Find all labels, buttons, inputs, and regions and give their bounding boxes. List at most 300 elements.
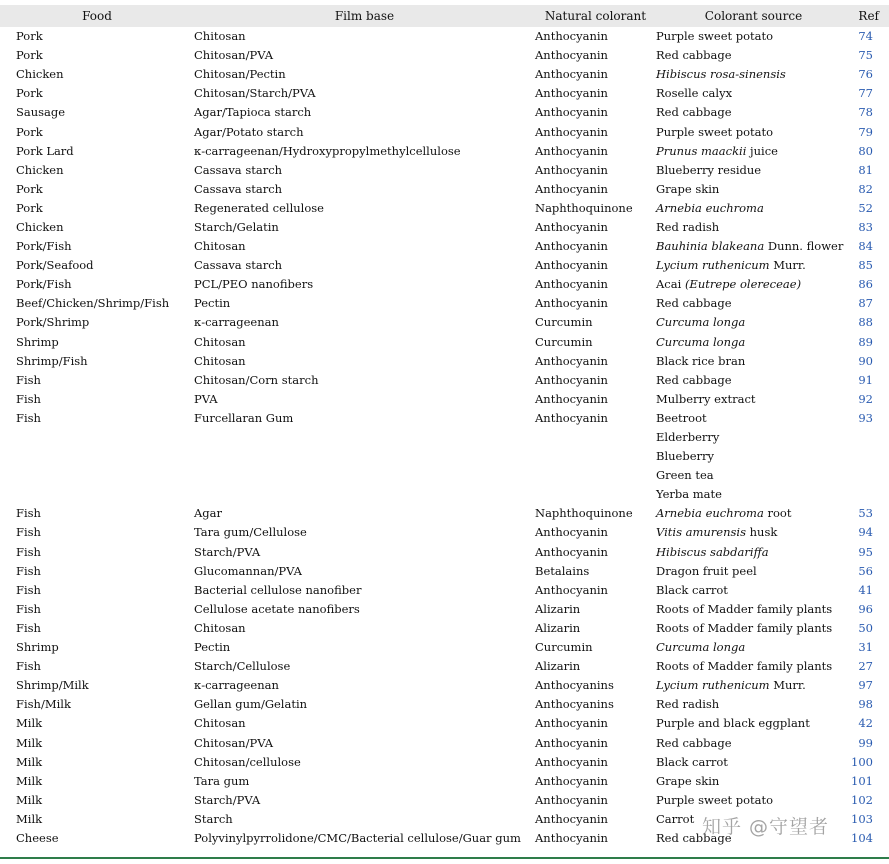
film-base-cell: Chitosan (194, 620, 246, 635)
colorant-source-cell (656, 581, 851, 600)
colorant-cell: Anthocyanin (535, 67, 608, 82)
table-row (0, 352, 889, 371)
film-base-cell: Bacterial cellulose nanofiber (194, 582, 362, 597)
header-food: Food (0, 5, 194, 27)
table-row (0, 371, 889, 390)
ref-link[interactable]: 83 (858, 219, 873, 234)
colorant-cell: Anthocyanin (535, 162, 608, 177)
film-base-cell: Cassava starch (194, 181, 283, 196)
colorant-source-cell (656, 352, 851, 371)
colorant-source-cell (656, 142, 851, 161)
film-base-cell (194, 447, 535, 466)
colorant-source-cell (656, 84, 851, 103)
table-row (0, 65, 889, 84)
colorant-source-cell (656, 600, 851, 619)
food-cell: Fish (16, 620, 41, 635)
ref-link (851, 466, 889, 485)
food-cell: Fish (16, 372, 41, 387)
table-row (0, 256, 889, 275)
film-base-cell: Polyvinylpyrrolidone/CMC/Bacterial cellulose/Guar gum (194, 830, 521, 845)
colorant-source-cell (656, 161, 851, 180)
colorant-cell: Anthocyanin (535, 754, 608, 769)
ref-link[interactable]: 86 (858, 277, 873, 292)
food-cell (0, 447, 194, 466)
table-row (0, 428, 889, 447)
colorant-source-cell (656, 27, 851, 46)
colorant-cell: Betalains (535, 563, 590, 578)
colorant-cell: Anthocyanin (535, 219, 608, 234)
colorant-cell: Curcumin (535, 640, 593, 655)
data-table (0, 5, 889, 848)
food-cell: Pork Lard (16, 143, 74, 158)
colorant-cell: Anthocyanins (535, 678, 614, 693)
source-text: (Eutrepe olereceae) (684, 277, 802, 292)
colorant-source-cell (656, 180, 851, 199)
ref-link[interactable]: 75 (858, 48, 873, 63)
film-base-cell: Chitosan (194, 716, 246, 731)
colorant-source-cell (656, 46, 851, 65)
source-text: Red cabbage (656, 296, 732, 311)
ref-link[interactable]: 95 (858, 544, 873, 559)
food-cell (0, 466, 194, 485)
film-base-cell: Agar (194, 506, 223, 521)
food-cell: Cheese (16, 830, 59, 845)
table-row (0, 180, 889, 199)
table-row (0, 142, 889, 161)
table-row (0, 466, 889, 485)
food-cell: Chicken (16, 67, 64, 82)
ref-link[interactable]: 90 (858, 353, 873, 368)
film-base-cell: Starch/PVA (194, 544, 261, 559)
source-text: Grape skin (656, 181, 720, 196)
header-colorant-source: Colorant source (656, 5, 851, 27)
food-cell: Shrimp/Fish (16, 353, 88, 368)
source-text: Curcuma longa (656, 334, 746, 349)
film-base-cell: κ-carrageenan (194, 678, 279, 693)
table-row (0, 638, 889, 657)
ref-link[interactable]: 84 (858, 239, 873, 254)
source-text: Black carrot (656, 754, 728, 769)
watermark: 知乎 @守望者 (702, 816, 830, 838)
ref-link[interactable]: 74 (858, 29, 873, 44)
colorant-source-cell (656, 619, 851, 638)
source-text: Black carrot (656, 582, 728, 597)
table-row (0, 409, 889, 428)
film-base-cell (194, 485, 535, 504)
source-text: Mulberry extract (656, 391, 756, 406)
source-text: Red radish (656, 697, 720, 712)
film-base-cell: κ-carrageenan/Hydroxypropylmethylcellulose (194, 143, 461, 158)
food-cell: Fish/Milk (16, 697, 71, 712)
film-base-cell: Glucomannan/PVA (194, 563, 302, 578)
table-row (0, 753, 889, 772)
film-base-cell: Agar/Tapioca starch (194, 105, 312, 120)
film-base-cell: Gellan gum/Gelatin (194, 697, 308, 712)
food-cell (0, 428, 194, 447)
food-cell: Fish (16, 601, 41, 616)
food-cell: Pork/Seafood (16, 258, 94, 273)
colorant-cell: Anthocyanin (535, 29, 608, 44)
colorant-source-cell (656, 256, 851, 275)
colorant-cell: Anthocyanin (535, 525, 608, 540)
table-row (0, 122, 889, 141)
food-cell: Beef/Chicken/Shrimp/Fish (16, 296, 170, 311)
colorant-cell: Anthocyanin (535, 86, 608, 101)
ref-link[interactable]: 78 (858, 105, 873, 120)
source-text: root (763, 506, 792, 521)
film-base-cell: Chitosan (194, 29, 246, 44)
food-cell: Fish (16, 525, 41, 540)
colorant-source-cell (656, 65, 851, 84)
food-cell: Pork (16, 29, 43, 44)
source-text: Hibiscus sabdariffa (656, 544, 769, 559)
colorant-source-cell (656, 638, 851, 657)
film-base-cell: Pectin (194, 640, 231, 655)
food-cell: Fish (16, 544, 41, 559)
colorant-source-cell (656, 218, 851, 237)
colorant-source-cell (656, 294, 851, 313)
source-text: Blueberry (656, 449, 714, 464)
ref-link[interactable]: 104 (851, 830, 873, 845)
table-row (0, 161, 889, 180)
ref-link[interactable]: 96 (858, 601, 873, 616)
ref-link[interactable]: 99 (858, 735, 873, 750)
ref-link[interactable]: 81 (858, 162, 873, 177)
film-base-cell: Cassava starch (194, 258, 283, 273)
colorant-source-cell (656, 122, 851, 141)
table-row (0, 733, 889, 752)
ref-link[interactable]: 79 (858, 124, 873, 139)
ref-link[interactable]: 42 (858, 716, 873, 731)
ref-link (851, 428, 889, 447)
colorant-source-cell (656, 733, 851, 752)
ref-link[interactable]: 82 (858, 181, 873, 196)
colorant-cell: Anthocyanin (535, 735, 608, 750)
food-cell: Shrimp (16, 334, 59, 349)
ref-link[interactable]: 80 (858, 143, 873, 158)
film-base-cell (194, 428, 535, 447)
ref-link[interactable]: 52 (858, 200, 873, 215)
film-base-cell: Tara gum (194, 773, 250, 788)
colorant-cell: Anthocyanins (535, 697, 614, 712)
source-text: Murr. (769, 258, 806, 273)
colorant-cell (535, 485, 656, 504)
table-row (0, 562, 889, 581)
colorant-cell: Anthocyanin (535, 811, 608, 826)
ref-link[interactable]: 31 (858, 640, 873, 655)
source-text: Black rice bran (656, 353, 746, 368)
film-base-cell: Chitosan (194, 334, 246, 349)
ref-link[interactable]: 98 (858, 697, 873, 712)
ref-link[interactable]: 89 (858, 334, 873, 349)
colorant-cell: Naphthoquinone (535, 506, 633, 521)
film-base-cell: Agar/Potato starch (194, 124, 304, 139)
table-row (0, 714, 889, 733)
food-cell: Milk (16, 735, 43, 750)
source-text: Red cabbage (656, 830, 732, 845)
source-text: Dragon fruit peel (656, 563, 757, 578)
table-row (0, 103, 889, 122)
film-base-cell: Chitosan/PVA (194, 48, 274, 63)
food-cell: Pork (16, 86, 43, 101)
ref-link[interactable]: 103 (851, 811, 873, 826)
film-base-cell: Pectin (194, 296, 231, 311)
table-row (0, 294, 889, 313)
table-row (0, 485, 889, 504)
colorant-source-cell (656, 714, 851, 733)
ref-link[interactable]: 50 (858, 620, 873, 635)
food-cell: Fish (16, 391, 41, 406)
food-cell: Fish (16, 506, 41, 521)
film-base-cell (194, 466, 535, 485)
ref-link (851, 485, 889, 504)
film-base-cell: PVA (194, 391, 218, 406)
colorant-cell: Anthocyanin (535, 773, 608, 788)
film-base-cell: Chitosan/cellulose (194, 754, 301, 769)
colorant-cell: Anthocyanin (535, 181, 608, 196)
ref-link[interactable]: 56 (858, 563, 873, 578)
colorant-source-cell (656, 523, 851, 542)
food-cell: Pork (16, 200, 43, 215)
food-cell: Chicken (16, 162, 64, 177)
film-base-cell: Chitosan/Starch/PVA (194, 86, 316, 101)
source-text: Lycium ruthenicum (656, 258, 770, 273)
colorant-cell: Naphthoquinone (535, 200, 633, 215)
food-cell: Fish (16, 582, 41, 597)
source-text: Arnebia euchroma (656, 506, 764, 521)
colorant-cell: Anthocyanin (535, 372, 608, 387)
food-cell: Pork/Fish (16, 239, 72, 254)
ref-link[interactable]: 102 (851, 792, 873, 807)
food-cell: Fish (16, 410, 41, 425)
source-text: Curcuma longa (656, 640, 746, 655)
colorant-source-cell (656, 791, 851, 810)
food-cell: Pork (16, 124, 43, 139)
colorant-source-cell (656, 409, 851, 428)
food-cell: Pork/Shrimp (16, 315, 90, 330)
header-ref: Ref (851, 5, 889, 27)
source-text: Purple sweet potato (656, 29, 774, 44)
ref-link[interactable]: 41 (858, 582, 873, 597)
source-text: Purple sweet potato (656, 792, 774, 807)
table-row (0, 46, 889, 65)
colorant-source-cell (656, 504, 851, 523)
colorant-source-cell (656, 237, 851, 256)
table-row (0, 581, 889, 600)
source-text: Carrot (656, 811, 695, 826)
colorant-cell: Anthocyanin (535, 239, 608, 254)
colorant-source-cell (656, 676, 851, 695)
source-text: Prunus maackii (656, 143, 747, 158)
food-cell: Shrimp/Milk (16, 678, 89, 693)
source-text: Beetroot (656, 410, 707, 425)
source-text: Roots of Madder family plants (656, 620, 833, 635)
source-text: Dunn. flower (764, 239, 844, 254)
source-text: Red cabbage (656, 372, 732, 387)
table-row (0, 657, 889, 676)
film-base-cell: Cellulose acetate nanofibers (194, 601, 360, 616)
source-text: Acai (656, 277, 685, 292)
ref-link[interactable]: 27 (858, 659, 873, 674)
ref-link[interactable]: 97 (858, 678, 873, 693)
colorant-source-cell (656, 390, 851, 409)
colorant-source-cell (656, 199, 851, 218)
colorant-source-cell (656, 103, 851, 122)
source-text: Arnebia euchroma (656, 200, 764, 215)
table-body (0, 27, 889, 848)
food-cell: Pork (16, 181, 43, 196)
colorant-cell: Alizarin (535, 659, 581, 674)
colorant-cell: Anthocyanin (535, 353, 608, 368)
film-base-cell: Regenerated cellulose (194, 200, 324, 215)
table-row (0, 27, 889, 46)
colorant-cell (535, 428, 656, 447)
colorant-source-cell (656, 466, 851, 485)
food-cell: Sausage (16, 105, 66, 120)
film-base-cell: Starch/Gelatin (194, 219, 279, 234)
ref-link[interactable]: 91 (858, 372, 873, 387)
table-row (0, 447, 889, 466)
colorant-source-cell (656, 447, 851, 466)
table-row (0, 600, 889, 619)
colorant-source-cell (656, 772, 851, 791)
table-row (0, 543, 889, 562)
source-text: Purple sweet potato (656, 124, 774, 139)
colorant-cell: Anthocyanin (535, 296, 608, 311)
source-text: Curcuma longa (656, 315, 746, 330)
food-cell: Fish (16, 563, 41, 578)
colorant-source-cell (656, 333, 851, 352)
food-cell (0, 485, 194, 504)
source-text: Roselle calyx (656, 86, 733, 101)
ref-link (851, 447, 889, 466)
colorant-cell: Anthocyanin (535, 124, 608, 139)
table-row (0, 275, 889, 294)
film-base-cell: Starch/PVA (194, 792, 261, 807)
table-row (0, 237, 889, 256)
colorant-cell: Anthocyanin (535, 391, 608, 406)
film-base-cell: Chitosan/PVA (194, 735, 274, 750)
ref-link[interactable]: 88 (858, 315, 873, 330)
source-text: Red cabbage (656, 48, 732, 63)
film-base-cell: Chitosan (194, 353, 246, 368)
food-cell: Milk (16, 773, 43, 788)
colorant-cell: Anthocyanin (535, 544, 608, 559)
source-text: juice (746, 143, 778, 158)
table-row (0, 523, 889, 542)
ref-link[interactable]: 93 (858, 410, 873, 425)
film-base-cell: Cassava starch (194, 162, 283, 177)
colorant-cell: Anthocyanin (535, 143, 608, 158)
source-text: Lycium ruthenicum (656, 678, 770, 693)
food-cell: Pork (16, 48, 43, 63)
colorant-cell: Anthocyanin (535, 716, 608, 731)
colorant-cell: Alizarin (535, 601, 581, 616)
source-text: Yerba mate (656, 487, 722, 502)
food-cell: Shrimp (16, 640, 59, 655)
header-row (0, 5, 889, 27)
colorant-cell: Anthocyanin (535, 48, 608, 63)
ref-link[interactable]: 87 (858, 296, 873, 311)
ref-link[interactable]: 100 (851, 754, 873, 769)
film-base-cell: PCL/PEO nanofibers (194, 277, 314, 292)
colorant-source-cell (656, 695, 851, 714)
source-text: Vitis amurensis (656, 525, 746, 540)
ref-link[interactable]: 77 (858, 86, 873, 101)
table-row (0, 791, 889, 810)
film-base-cell: Tara gum/Cellulose (194, 525, 307, 540)
colorant-cell: Anthocyanin (535, 830, 608, 845)
ref-link[interactable]: 85 (858, 258, 873, 273)
ref-link[interactable]: 101 (851, 773, 873, 788)
table-row (0, 218, 889, 237)
source-text: Grape skin (656, 773, 720, 788)
colorant-source-cell (656, 562, 851, 581)
ref-link[interactable]: 94 (858, 525, 873, 540)
food-cell: Milk (16, 792, 43, 807)
table-row (0, 619, 889, 638)
food-cell: Milk (16, 716, 43, 731)
source-text: Roots of Madder family plants (656, 659, 833, 674)
source-text: Elderberry (656, 430, 720, 445)
colorant-cell: Anthocyanin (535, 792, 608, 807)
table-row (0, 676, 889, 695)
food-cell: Milk (16, 754, 43, 769)
source-text: Bauhinia blakeana (656, 239, 765, 254)
table-row (0, 504, 889, 523)
source-text: Green tea (656, 468, 714, 483)
colorant-cell (535, 447, 656, 466)
source-text: Purple and black eggplant (656, 716, 810, 731)
colorant-source-cell (656, 275, 851, 294)
source-text: Murr. (769, 678, 806, 693)
colorant-cell: Curcumin (535, 315, 593, 330)
table-row (0, 772, 889, 791)
colorant-source-cell (656, 428, 851, 447)
colorant-source-cell (656, 657, 851, 676)
bottom-rule (0, 857, 889, 859)
colorant-cell (535, 466, 656, 485)
table-row (0, 695, 889, 714)
source-text: Blueberry residue (656, 162, 762, 177)
header-natural-colorant: Natural colorant (535, 5, 656, 27)
ref-link[interactable]: 92 (858, 391, 873, 406)
ref-link[interactable]: 76 (858, 67, 873, 82)
film-base-cell: Furcellaran Gum (194, 410, 294, 425)
colorant-source-cell (656, 313, 851, 332)
film-base-cell: κ-carrageenan (194, 315, 279, 330)
colorant-cell: Curcumin (535, 334, 593, 349)
source-text: Hibiscus rosa-sinensis (656, 67, 786, 82)
colorant-cell: Anthocyanin (535, 258, 608, 273)
food-cell: Milk (16, 811, 43, 826)
film-base-cell: Starch (194, 811, 233, 826)
table-row (0, 84, 889, 103)
colorant-source-cell (656, 485, 851, 504)
colorant-cell: Anthocyanin (535, 105, 608, 120)
food-cell: Chicken (16, 219, 64, 234)
source-text: Red radish (656, 219, 720, 234)
table-row (0, 313, 889, 332)
film-base-cell: Starch/Cellulose (194, 659, 291, 674)
source-text: husk (746, 525, 778, 540)
table-row (0, 333, 889, 352)
colorant-source-cell (656, 543, 851, 562)
ref-link[interactable]: 53 (858, 506, 873, 521)
source-text: Roots of Madder family plants (656, 601, 833, 616)
colorant-source-cell (656, 371, 851, 390)
food-cell: Pork/Fish (16, 277, 72, 292)
